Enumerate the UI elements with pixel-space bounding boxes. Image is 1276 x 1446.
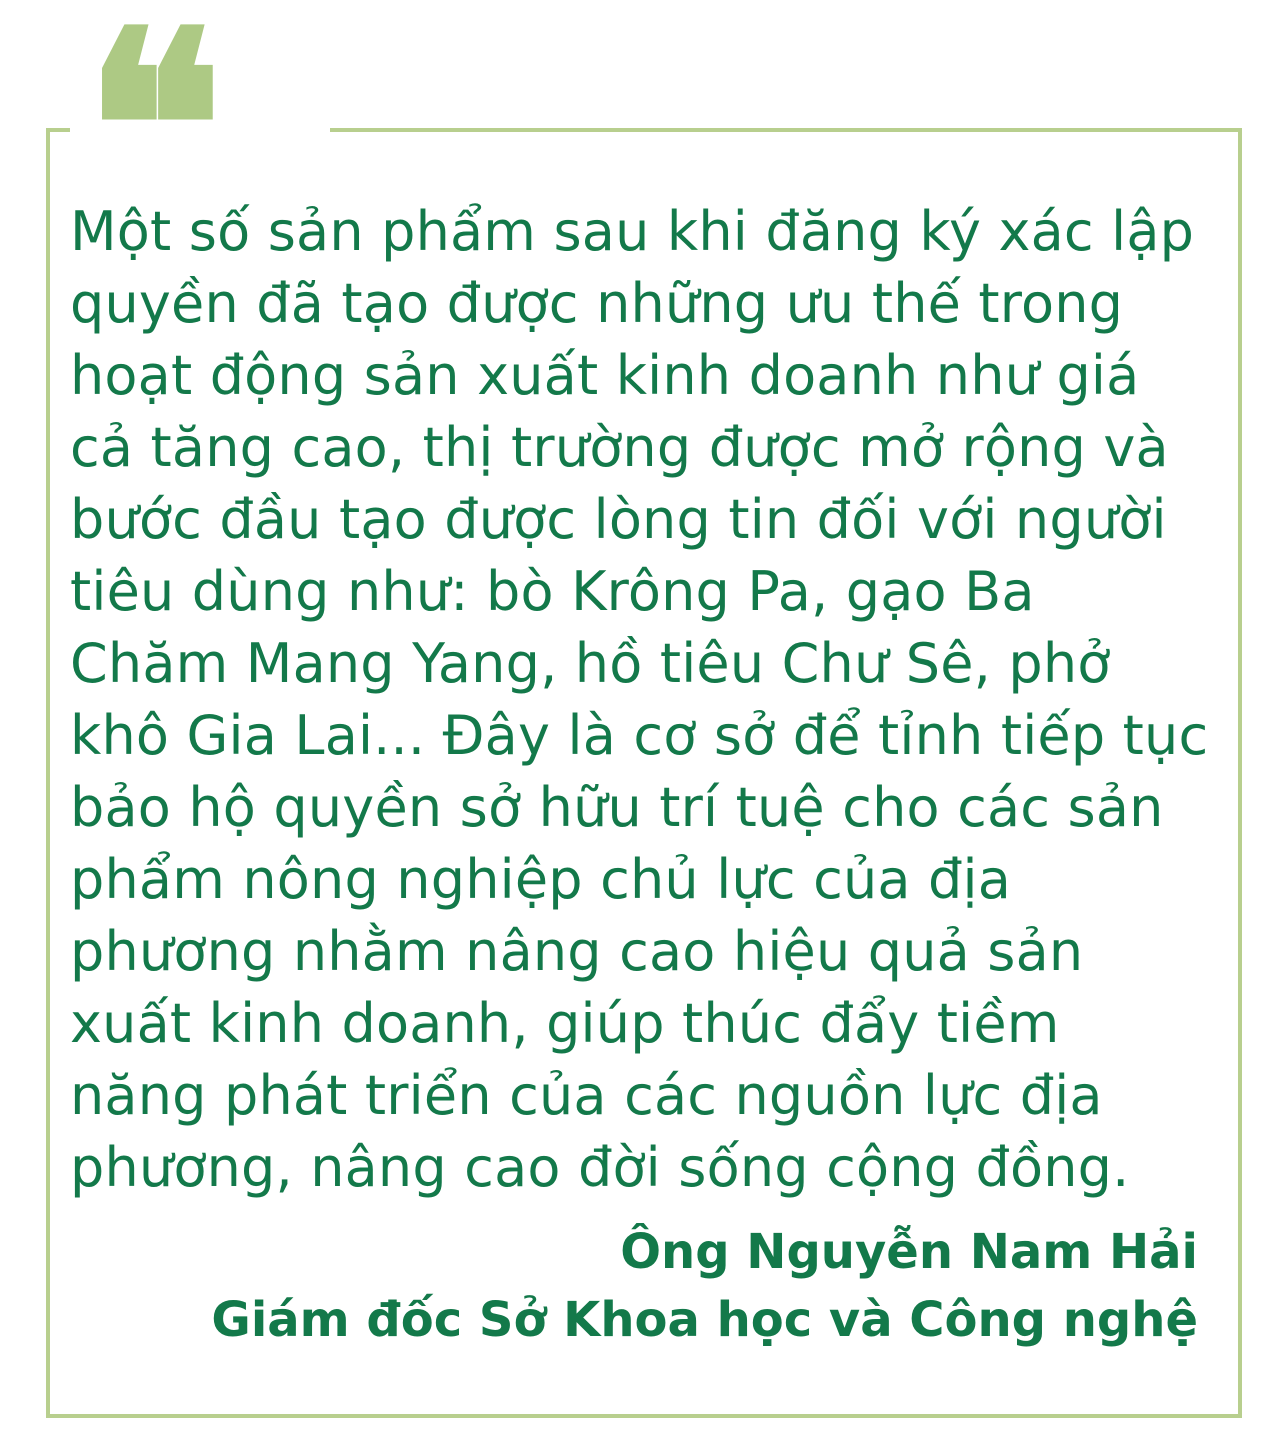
quote-text: Một số sản phẩm sau khi đăng ký xác lập quyền đã tạo được những ưu thế trong hoạt động sản xuất kinh doanh như giá cả tăng cao, thị trường được mở rộng và bước đầu tạo được lòng tin đối với người tiêu dùng như: bò Krông Pa, gạo Ba Chăm Mang Yang, hồ tiêu Chư Sê, phở khô Gia Lai... Đây là cơ sở để tỉnh tiếp tục bảo hộ quyền sở hữu trí tuệ cho các sản phẩm nông nghiệp chủ lực của địa phương nhằm nâng cao hiệu quả sản xuất kinh doanh, giúp thúc đẩy tiềm năng phát triển của các nguồn lực địa phương, nâng cao đời sống cộng đồng. bbox=[70, 200, 1209, 1199]
attribution-role: Giám đốc Sở Khoa học và Công nghệ bbox=[211, 1292, 1198, 1348]
attribution-name: Ông Nguyễn Nam Hải bbox=[620, 1224, 1198, 1280]
quote-text-block bbox=[70, 196, 1210, 1204]
quotation-mark-icon: ❝ bbox=[84, 0, 218, 280]
attribution-block bbox=[158, 1218, 1198, 1354]
